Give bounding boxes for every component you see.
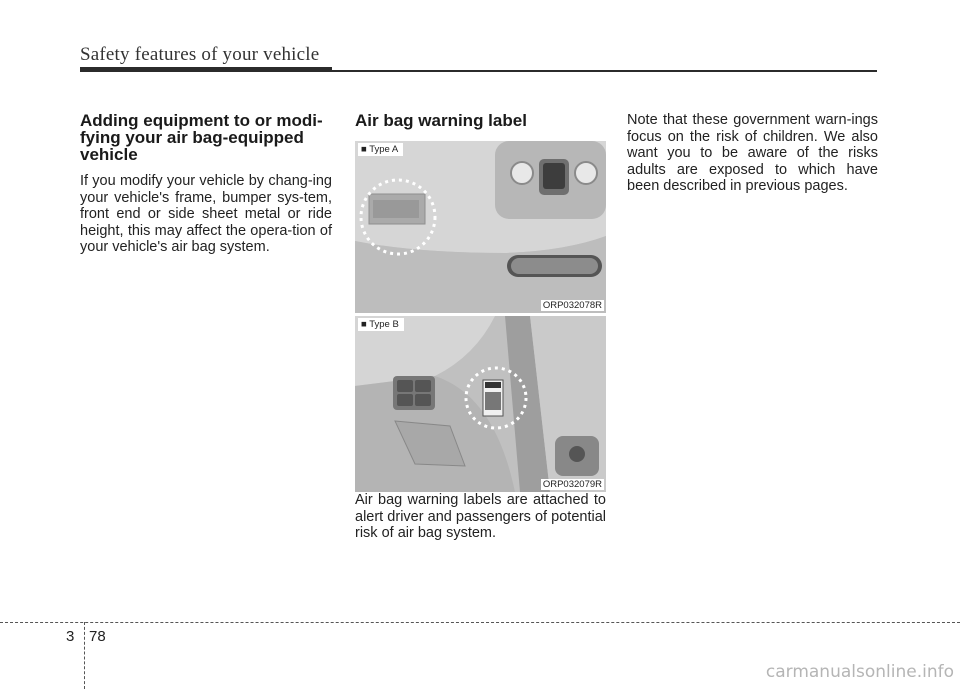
footer-divider — [84, 622, 85, 689]
chapter-number: 3 — [66, 628, 75, 645]
page-header-title: Safety features of your vehicle — [80, 44, 320, 65]
figure-type-b — [355, 316, 606, 492]
figure-type-b-code: ORP032079R — [542, 479, 602, 490]
figure-type-a-label: ■ Type A — [358, 143, 403, 156]
column-3 — [627, 112, 878, 195]
section-heading-warning-label: Air bag warning label — [355, 111, 527, 130]
figure-type-a-code: ORP032078R — [542, 300, 602, 311]
section-heading-modifying-vehicle: Adding equipment to or modi-fying your air bag-equipped vehicle — [80, 111, 323, 164]
page-number: 78 — [89, 628, 106, 645]
figure-type-b-label: ■ Type B — [358, 318, 404, 331]
body-text-government-warnings: Note that these government warn-ings focus on the risk of children. We also want you to be aware of the risks adults are exposed to which have been described in previous pages. — [627, 112, 878, 194]
figure-type-a — [355, 141, 606, 313]
body-text-modifying-vehicle: If you modify your vehicle by chang-ing your vehicle's frame, bumper sys-tem, front end or side sheet metal or ride height, this may affect the opera-tion of your vehicle's air bag system. — [80, 173, 332, 255]
column-1 — [80, 112, 332, 256]
door-pillar-illustration — [355, 316, 606, 492]
header-rule-thin — [332, 70, 877, 72]
header-rule-thick — [80, 67, 332, 72]
watermark: carmanualsonline.info — [765, 662, 954, 682]
headliner-illustration — [355, 141, 606, 313]
column-2 — [355, 112, 606, 542]
footer-rule — [0, 622, 960, 623]
warning-label-caption: Air bag warning labels are attached to alert driver and passengers of potential risk of air bag system. — [355, 492, 606, 541]
